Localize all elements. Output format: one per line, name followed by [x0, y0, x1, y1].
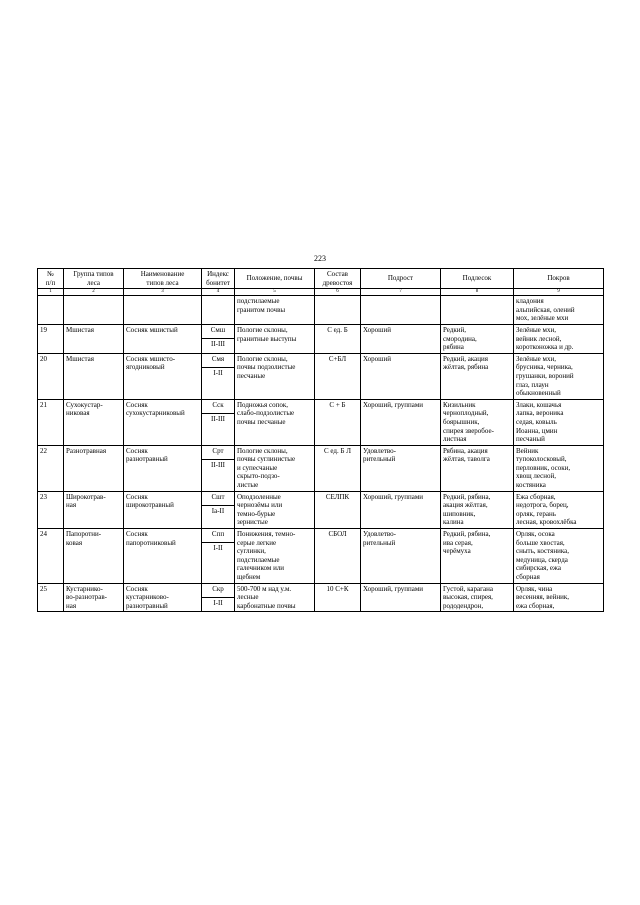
- continuation-name: [124, 296, 202, 325]
- understory: [441, 491, 514, 528]
- text-line: Кустарнико-: [66, 584, 103, 593]
- forest-index: Сшт: [202, 491, 235, 505]
- text-line: Хороший: [363, 354, 391, 363]
- text-line: п/п: [45, 278, 56, 287]
- text-line: орляк, герань: [516, 509, 556, 518]
- text-line: хвощ лесной,: [516, 472, 557, 481]
- ground-cover: [514, 583, 604, 612]
- forest-types-table: [37, 268, 604, 612]
- position-soils: [235, 399, 315, 445]
- column-header: [315, 269, 361, 289]
- undergrowth: [361, 324, 441, 353]
- text-line: ная: [66, 501, 77, 510]
- forest-group: [64, 529, 124, 584]
- bonitet: Iа-II: [202, 505, 235, 528]
- stand-composition: СЕЛПК: [315, 491, 361, 528]
- text-line: никовая: [66, 409, 90, 418]
- text-line: Сухокустар-: [66, 400, 103, 409]
- text-line: 500-700 м над у.м.: [237, 584, 292, 593]
- text-line: гранитные выступы: [237, 334, 297, 343]
- bonitet: II-III: [202, 459, 235, 491]
- text-line: грушанки, вороний: [516, 371, 574, 380]
- text-line: Пологие склоны,: [237, 446, 288, 455]
- text-line: Хороший, группами: [363, 400, 424, 409]
- text-line: подстилаемые: [237, 555, 280, 564]
- text-line: Хороший: [363, 325, 391, 334]
- column-header: [361, 269, 441, 289]
- column-number: 1: [38, 289, 64, 296]
- undergrowth: [361, 583, 441, 612]
- forest-index: Сск: [202, 399, 235, 413]
- ground-cover: [514, 491, 604, 528]
- forest-group: [64, 399, 124, 445]
- text-line: карбонатные почвы: [237, 601, 296, 610]
- text-line: Пологие склоны,: [237, 354, 288, 363]
- stand-composition: С ед. Б Л: [315, 445, 361, 491]
- text-line: древостоя: [322, 278, 353, 287]
- continuation-understory: [441, 296, 514, 325]
- text-line: и супесчаные: [237, 463, 278, 472]
- table-row: [38, 491, 604, 505]
- text-line: галечником или: [237, 564, 285, 573]
- row-number: 23: [38, 491, 64, 528]
- column-header: [441, 269, 514, 289]
- continuation-num: [38, 296, 64, 325]
- text-line: ная: [66, 601, 77, 610]
- text-line: Разнотравная: [66, 446, 107, 455]
- position-soils: [235, 583, 315, 612]
- text-line: Зелёные мхи,: [516, 325, 556, 334]
- text-line: темно-бурые: [237, 509, 276, 518]
- table-row: [38, 353, 604, 367]
- text-line: Группа типов: [73, 270, 114, 278]
- text-line: лесная, кровохлёбка: [516, 518, 577, 527]
- text-line: Сосняк: [126, 400, 148, 409]
- text-line: Удовлетво-: [363, 530, 396, 539]
- text-line: черноплодный,: [443, 409, 489, 418]
- undergrowth: [361, 491, 441, 528]
- text-line: Зелёные мхи,: [516, 354, 556, 363]
- row-number: 20: [38, 353, 64, 399]
- position-soils: [235, 445, 315, 491]
- forest-type-name: [124, 399, 202, 445]
- text-line: рительный: [363, 455, 396, 464]
- text-line: ягодниковый: [126, 363, 165, 372]
- text-line: Кизильник: [443, 400, 476, 409]
- forest-index: Скр: [202, 583, 235, 597]
- text-line: разнотравный: [126, 601, 168, 610]
- text-line: Подрост: [387, 274, 414, 283]
- text-line: Редкий, акация: [443, 354, 488, 363]
- ground-cover: [514, 324, 604, 353]
- text-line: во-разнотрав-: [66, 593, 108, 602]
- table-row: [38, 529, 604, 543]
- table-row: [38, 324, 604, 338]
- column-number: 6: [315, 289, 361, 296]
- continuation-composition: [315, 296, 361, 325]
- text-line: мох, зелёные мхи: [516, 314, 569, 323]
- text-line: скрыто-подзо-: [237, 472, 280, 481]
- text-line: Сосняк мшисто-: [126, 354, 176, 363]
- text-line: типов леса: [146, 278, 179, 287]
- text-line: больше хвостая,: [516, 538, 565, 547]
- text-line: весенняя, вейник,: [516, 593, 570, 602]
- text-line: Густой, карагана: [443, 584, 493, 593]
- column-header: [235, 269, 315, 289]
- text-line: серые легкие: [237, 538, 277, 547]
- text-line: сборная: [516, 573, 540, 581]
- forest-type-name: [124, 583, 202, 612]
- text-line: жёлтая, таволга: [443, 455, 490, 464]
- text-line: песчаные: [237, 371, 266, 380]
- text-line: Злаки, кошачья: [516, 400, 562, 409]
- position-soils: [235, 353, 315, 399]
- text-line: кладония: [516, 297, 544, 306]
- text-line: спирея зверобое-: [443, 426, 494, 435]
- text-line: альпийская, олений: [516, 305, 575, 314]
- text-line: Вейник: [516, 446, 539, 455]
- text-line: Пологие склоны,: [237, 325, 288, 334]
- continuation-cover: [514, 296, 604, 325]
- text-line: сухокустарниковый: [126, 409, 185, 418]
- text-line: Положение, почвы: [246, 274, 303, 283]
- continuation-row: [38, 296, 604, 325]
- text-line: Сосняк мшистый: [126, 325, 178, 334]
- text-line: седая, ковыль: [516, 417, 557, 426]
- text-line: суглинки,: [237, 547, 266, 556]
- text-line: акация жёлтая,: [443, 501, 488, 510]
- position-soils: [235, 324, 315, 353]
- text-line: медуница, скерда: [516, 555, 568, 564]
- text-line: высокая, спирея,: [443, 593, 493, 602]
- bonitet: I-II: [202, 367, 235, 399]
- text-line: Ежа сборная,: [516, 492, 556, 501]
- text-line: Индекс: [207, 270, 229, 278]
- text-line: тупоколосковый,: [516, 455, 567, 464]
- text-line: чернозёмы или: [237, 501, 283, 510]
- forest-group: [64, 491, 124, 528]
- text-line: кустарниково-: [126, 593, 169, 602]
- understory: [441, 399, 514, 445]
- understory: [441, 353, 514, 399]
- text-line: брусника, черника,: [516, 363, 573, 372]
- forest-group: [64, 583, 124, 612]
- column-number: 8: [441, 289, 514, 296]
- text-line: Оподзоленные: [237, 492, 281, 501]
- text-line: гранитом почвы: [237, 305, 286, 314]
- text-line: Рябина, акация: [443, 446, 488, 455]
- forest-group: [64, 324, 124, 353]
- text-line: зернистые: [237, 518, 268, 527]
- text-line: Редкий,: [443, 325, 467, 334]
- text-line: рододендрон,: [443, 601, 484, 610]
- text-line: широкотравный: [126, 501, 174, 510]
- stand-composition: С ед. Б: [315, 324, 361, 353]
- text-line: Широкотрав-: [66, 492, 106, 501]
- text-line: калина: [443, 518, 464, 527]
- text-line: смородина,: [443, 334, 477, 343]
- text-line: почвы подзолистые: [237, 363, 296, 372]
- position-soils: [235, 491, 315, 528]
- text-line: Папоротни-: [66, 530, 102, 539]
- column-number: 5: [235, 289, 315, 296]
- text-line: почвы песчаные: [237, 417, 286, 426]
- stand-composition: С + Б: [315, 399, 361, 445]
- forest-type-name: [124, 491, 202, 528]
- forest-index: Спп: [202, 529, 235, 543]
- text-line: Хороший, группами: [363, 492, 424, 501]
- column-number: 7: [361, 289, 441, 296]
- table-row: [38, 445, 604, 459]
- text-line: вейник лесной,: [516, 334, 562, 343]
- bonitet: II-III: [202, 338, 235, 353]
- text-line: листые: [237, 481, 259, 490]
- continuation-position: [235, 296, 315, 325]
- text-line: Орляк, чина: [516, 584, 553, 593]
- ground-cover: [514, 399, 604, 445]
- text-line: Мшистая: [66, 354, 94, 363]
- undergrowth: [361, 529, 441, 584]
- forest-type-name: [124, 445, 202, 491]
- forest-index: Смя: [202, 353, 235, 367]
- ground-cover: [514, 353, 604, 399]
- text-line: рительный: [363, 538, 396, 547]
- table-row: [38, 583, 604, 597]
- forest-group: [64, 445, 124, 491]
- column-number: 4: [202, 289, 235, 296]
- text-line: №: [47, 270, 54, 278]
- text-line: глаз, плаун: [516, 380, 549, 389]
- column-number: 2: [64, 289, 124, 296]
- text-line: недотрога, борец,: [516, 501, 569, 510]
- forest-index: Смш: [202, 324, 235, 338]
- text-line: слабо-подзолистые: [237, 409, 295, 418]
- text-line: коротконожка и др.: [516, 343, 574, 352]
- text-line: Хороший, группами: [363, 584, 424, 593]
- understory: [441, 324, 514, 353]
- text-line: ива серая,: [443, 538, 473, 547]
- header-row: [38, 269, 604, 289]
- text-line: перловник, осоки,: [516, 463, 571, 472]
- text-line: Сосняк: [126, 584, 148, 593]
- text-line: песчаный: [516, 435, 545, 444]
- text-line: разнотравный: [126, 455, 168, 464]
- undergrowth: [361, 399, 441, 445]
- stand-composition: СБОЛ: [315, 529, 361, 584]
- text-line: ежа сборная,: [516, 601, 555, 610]
- text-line: Мшистая: [66, 325, 94, 334]
- understory: [441, 583, 514, 612]
- bonitet: I-II: [202, 543, 235, 584]
- text-line: сныть, костяника,: [516, 547, 569, 556]
- text-line: жёлтая, рябина: [443, 363, 489, 372]
- text-line: Сосняк: [126, 530, 148, 539]
- text-line: Понижения, темно-: [237, 530, 296, 539]
- text-line: сибирская, ежа: [516, 564, 561, 573]
- text-line: щебнем: [237, 573, 261, 581]
- page-number: 223: [314, 254, 326, 263]
- text-line: костяника: [516, 481, 546, 490]
- position-soils: [235, 529, 315, 584]
- ground-cover: [514, 445, 604, 491]
- text-line: Подлесок: [462, 274, 492, 283]
- text-line: Сосняк: [126, 492, 148, 501]
- row-number: 21: [38, 399, 64, 445]
- undergrowth: [361, 353, 441, 399]
- text-line: боярышник,: [443, 417, 480, 426]
- text-line: Орляк, осока: [516, 530, 555, 539]
- text-line: Удовлетво-: [363, 446, 396, 455]
- forest-type-name: [124, 529, 202, 584]
- text-line: обыкновенный: [516, 389, 561, 398]
- text-line: рябина: [443, 343, 464, 352]
- bonitet: I-II: [202, 597, 235, 612]
- text-line: папоротниковый: [126, 538, 176, 547]
- text-line: листная: [443, 435, 467, 444]
- continuation-group: [64, 296, 124, 325]
- text-line: лапка, вероника: [516, 409, 564, 418]
- text-line: бонитет: [206, 278, 230, 287]
- forest-index: Срт: [202, 445, 235, 459]
- text-line: Редкий, рябина,: [443, 530, 491, 539]
- column-number: 9: [514, 289, 604, 296]
- row-number: 24: [38, 529, 64, 584]
- row-number: 22: [38, 445, 64, 491]
- forest-type-name: [124, 324, 202, 353]
- understory: [441, 529, 514, 584]
- text-line: Сосняк: [126, 446, 148, 455]
- forest-group: [64, 353, 124, 399]
- understory: [441, 445, 514, 491]
- text-line: черёмуха: [443, 547, 471, 556]
- row-number: 25: [38, 583, 64, 612]
- column-header: [38, 269, 64, 289]
- ground-cover: [514, 529, 604, 584]
- text-line: Подножья сопок,: [237, 400, 288, 409]
- column-number: 3: [124, 289, 202, 296]
- column-number-row: [38, 289, 604, 296]
- column-header: [514, 269, 604, 289]
- column-header: [202, 269, 235, 289]
- table-row: [38, 399, 604, 413]
- text-line: почвы суглинистые: [237, 455, 296, 464]
- continuation-undergrowth: [361, 296, 441, 325]
- text-line: Состав: [326, 270, 348, 278]
- text-line: ковая: [66, 538, 83, 547]
- column-header: [64, 269, 124, 289]
- row-number: 19: [38, 324, 64, 353]
- bonitet: II-III: [202, 413, 235, 445]
- text-line: Покров: [547, 274, 570, 283]
- text-line: леса: [86, 278, 101, 287]
- text-line: подстилаемые: [237, 297, 280, 306]
- column-header: [124, 269, 202, 289]
- forest-type-name: [124, 353, 202, 399]
- text-line: Редкий, рябина,: [443, 492, 491, 501]
- text-line: Иоанна, цмин: [516, 426, 558, 435]
- text-line: Наименование: [140, 270, 185, 278]
- continuation-index: [202, 296, 235, 325]
- undergrowth: [361, 445, 441, 491]
- stand-composition: С+БЛ: [315, 353, 361, 399]
- text-line: лесные: [237, 593, 259, 602]
- stand-composition: 10 С+К: [315, 583, 361, 612]
- text-line: шиповник,: [443, 509, 476, 518]
